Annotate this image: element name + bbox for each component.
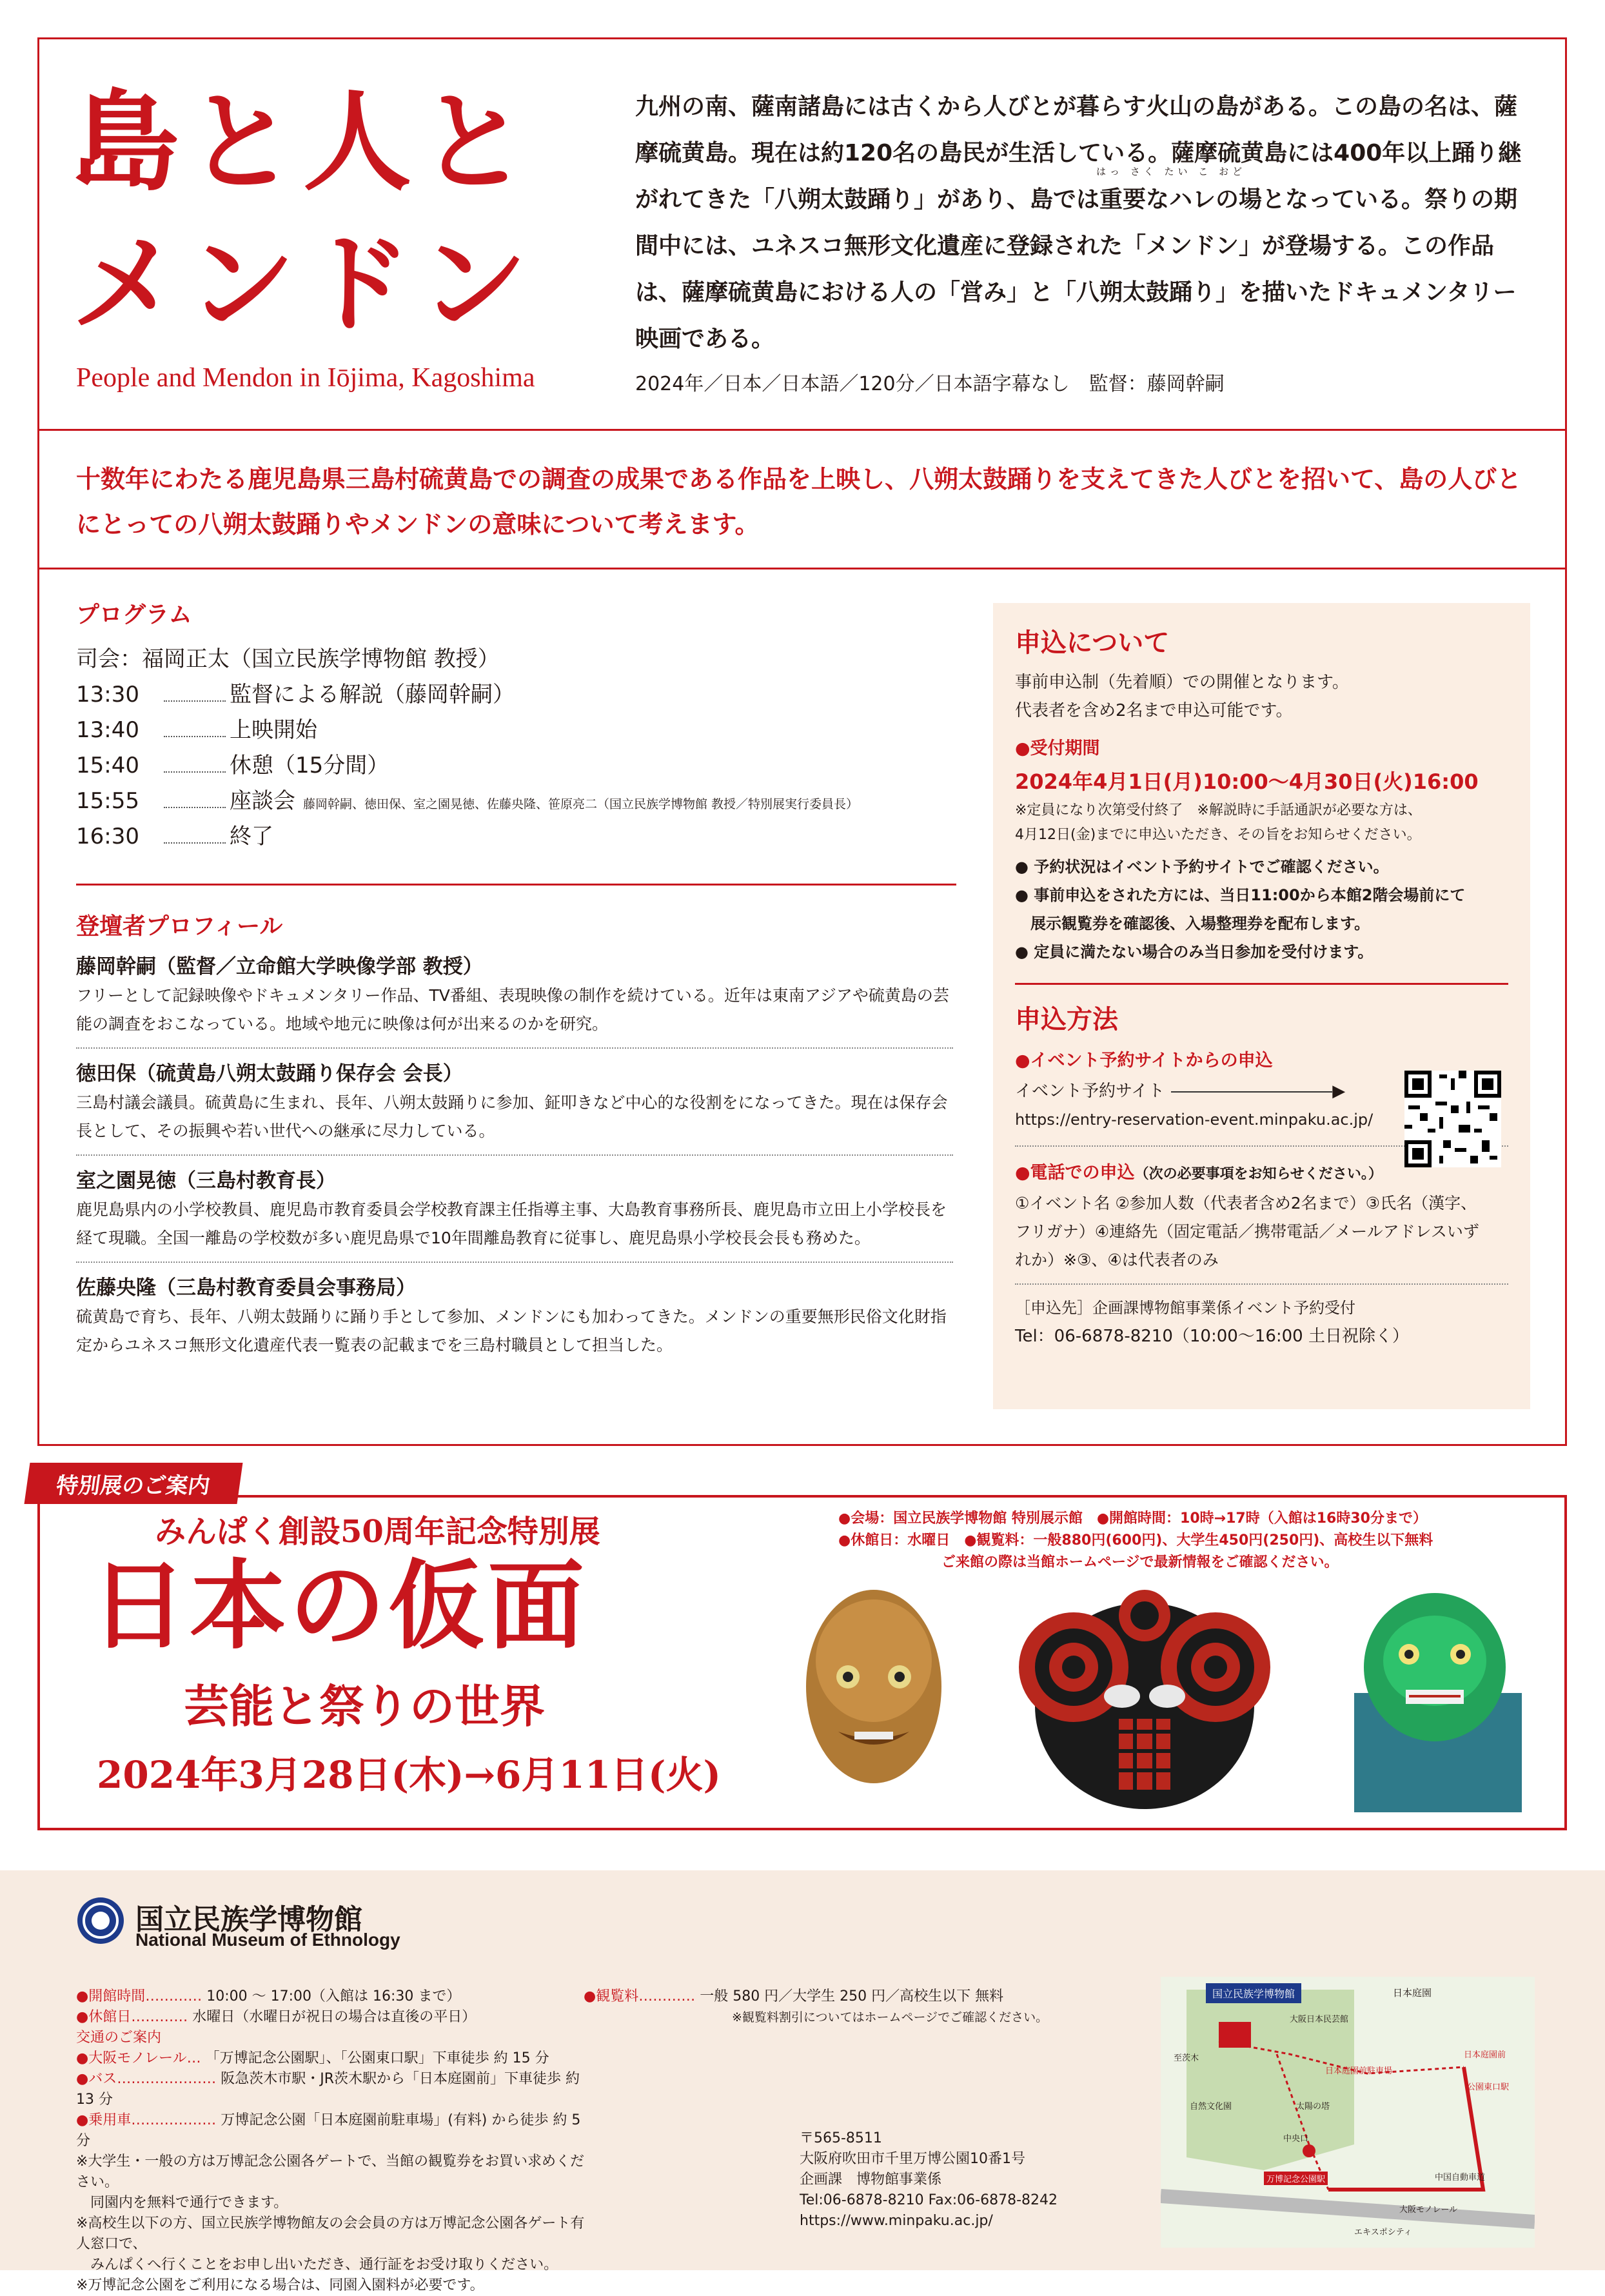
footer-note: ※高校生以下の方、国立民族学博物館友の会会員の方は万博記念公園各ゲート有人窓口で、 xyxy=(76,2215,585,2252)
footer-note: みんぱくへ行くことをお申し出いただき、通行証をお受け取りください。 xyxy=(76,2257,558,2273)
car-row: ●乗用車……………… 万博記念公園「日本庭園前駐車場」(有料) から徒歩 約 5 分 xyxy=(76,2112,581,2149)
access-map xyxy=(1161,1977,1535,2248)
closed-row: ●休館日………… 水曜日（水曜日が祝日の場合は直後の平日） xyxy=(76,2009,477,2025)
program-heading: プログラム xyxy=(76,602,192,628)
map-label: 大阪モノレール xyxy=(1399,2205,1458,2215)
profile-item: 藤岡幹嗣（監督／立命館大学映像学部 教授） フリーとして記録映像やドキュメンタリー作品、TV番組、表現映像の制作を続けている。近年は東南アジアや硫黄島の芸能の調査をおこなっている。地域や地元に映像は何が出来るのかを研究。 xyxy=(76,942,953,1049)
method-heading: 申込方法 xyxy=(1015,1005,1118,1034)
map-label-garden: 日本庭園 xyxy=(1393,1987,1432,1999)
program-list xyxy=(76,642,953,855)
map-label: 太陽の塔 xyxy=(1296,2102,1330,2112)
museum-logo-icon xyxy=(76,1896,125,1945)
program-row: 15:55 座談会 藤岡幹嗣、徳田保、室之園晃徳、佐藤央隆、笹原亮二（国立民族学博物館 教授／特別展実行委員長） xyxy=(76,788,859,814)
program-row: 16:30 終了 xyxy=(76,824,273,849)
apply-bullet: 展示観覧券を確認後、入場整理券を配布します。 xyxy=(1015,915,1370,933)
hours-row: ●開館時間………… 10:00 ～ 17:00（入館は 16:30 まで） xyxy=(76,1988,461,2004)
qr-code[interactable] xyxy=(1404,1071,1501,1167)
apply-note: 4月12日(金)までに申込いただき、その旨をお知らせください。 xyxy=(1015,827,1421,843)
mask-images xyxy=(783,1583,1557,1816)
map-label-museum: 国立民族学博物館 xyxy=(1206,1983,1301,2003)
reservation-link[interactable]: https://entry-reservation-event.minpaku.ac.jp/ xyxy=(1015,1111,1374,1129)
apply-bullet: ● 事前申込をされた方には、当日11:00から本館2階会場前にて xyxy=(1015,886,1466,904)
exhibition-info: ●会場：国立民族学博物館 特別展示館 ●開館時間：10時→17時（入館は16時30分まで） ●休館日：水曜日 ●観覧料：一般880円(600円)、大学生450円(250円)、高校生以下無料 ご来館の際は当館ホームページで最新情報をご確認ください。 xyxy=(838,1510,1433,1570)
museum-website-link[interactable]: https://www.minpaku.ac.jp/ xyxy=(800,2213,993,2229)
noh-mask-image xyxy=(806,1590,941,1783)
apply-box xyxy=(993,603,1530,1409)
divider xyxy=(1015,1283,1508,1285)
divider xyxy=(1015,983,1508,985)
apply-note: ※定員になり次第受付終了 ※解説時に手話通訳が必要な方は、 xyxy=(1015,802,1422,818)
profile-list xyxy=(76,942,953,1369)
exhibition-date: 2024年3月28日(木)→6月11日(火) xyxy=(97,1753,721,1797)
map-label: 自然文化園 xyxy=(1190,2102,1232,2112)
access-heading: 交通のご案内 xyxy=(76,2030,162,2046)
tel-items: フリガナ）④連絡先（固定電話／携帯電話／メールアドレスいず xyxy=(1015,1222,1479,1241)
web-label: ●イベント予約サイトからの申込 xyxy=(1015,1051,1273,1071)
map-label: 大阪日本民芸館 xyxy=(1290,2015,1349,2024)
org-name-ja: 国立民族学博物館 xyxy=(135,1903,362,1936)
footer-info xyxy=(76,1986,592,2296)
map-label: 万博記念公園駅 xyxy=(1264,2172,1328,2185)
period-date: 2024年4月1日(月)10:00～4月30日(火)16:00 xyxy=(1015,769,1479,794)
exhibition-tag: 特別展のご案内 xyxy=(25,1463,243,1504)
lead-text: 十数年にわたる鹿児島県三島村硫黄島での調査の成果である作品を上映し、八朔太鼓踊りを支えてきた人びとを招いて、島の人びとにとっての八朔太鼓踊りやメンドンの意味について考えます。 xyxy=(76,465,1522,539)
web-site-label: イベント予約サイト ▶ xyxy=(1015,1082,1346,1101)
apply-bullet: ● 定員に満たない場合のみ当日参加を受付けます。 xyxy=(1015,943,1374,961)
tel-items: ①イベント名 ②参加人数（代表者含め2名まで）③氏名（漢字、 xyxy=(1015,1194,1477,1212)
contact-tel: Tel：06-6878-8210（10:00～16:00 土日祝除く） xyxy=(1015,1327,1409,1346)
lion-mask-image xyxy=(1354,1593,1522,1812)
map-label: 日本庭園前駐車場 xyxy=(1325,2066,1393,2076)
footer-note: ※大学生・一般の方は万博記念公園各ゲートで、当館の観覧券をお買い求めください。 xyxy=(76,2153,584,2190)
tel-items: れか）※③、④は代表者のみ xyxy=(1015,1251,1219,1269)
ruby-text: はっ さく たい こ おど xyxy=(1096,166,1246,177)
apply-desc: 代表者を含め2名まで申込可能です。 xyxy=(1015,701,1293,720)
fee-info: ●観覧料………… 一般 580 円／大学生 250 円／高校生以下 無料 ※観覧料割引についてはホームページでご確認ください。 xyxy=(584,1988,1049,2024)
period-label: ●受付期間 xyxy=(1015,738,1100,758)
film-spec: 2024年／日本／日本語／120分／日本語字幕なし 監督：藤岡幹嗣 xyxy=(635,373,1225,395)
divider xyxy=(37,429,1567,431)
intro-text: 九州の南、薩南諸島には古くから人びとが暮らす火山の島がある。この島の名は、薩摩硫黄島。現在は約120名の島民が生活している。薩摩硫黄島には400年以上踊り継がれてきた「八朔太鼓踊り」があり、島では重要なハレの場となっている。祭りの期間中には、ユネスコ無形文化遺産に登録された「メンドン」が登場する。この作品は、薩摩硫黄島における人の「営み」と「八朔太鼓踊り」を描いたドキュメンタリー映画である。 xyxy=(635,94,1522,352)
exhibition-kicker: みんぱく創設50周年記念特別展 xyxy=(155,1514,600,1550)
org-name-en: National Museum of Ethnology xyxy=(135,1930,400,1950)
footer-note: ※万博記念公園をご利用になる場合は、同園入園料が必要です。 xyxy=(76,2277,484,2293)
map-label: 中央口 xyxy=(1283,2134,1309,2144)
profile-item: 徳田保（硫黄島八朔太鼓踊り保存会 会長） 三島村議会議員。硫黄島に生まれ、長年、八朔太鼓踊りに参加、鉦叩きなど中心的な役割をになってきた。現在は保存会長として、その振興や若い世代への継承に尽力している。 xyxy=(76,1049,953,1156)
program-row: 13:30 監督による解説（藤岡幹嗣） xyxy=(76,682,515,708)
page-title: 島と人と メンドン xyxy=(71,78,535,348)
map-label: エキスポシティ xyxy=(1354,2228,1412,2237)
contact-info: 〒565-8511 大阪府吹田市千里万博公園10番1号 企画課 博物館事業係 Tel:06-6878-8210 Fax:06-6878-8242 https://www.minpaku.ac.jp/ xyxy=(800,2128,1135,2232)
footer-note: 同園内を無料で通行できます。 xyxy=(76,2195,288,2211)
apply-heading: 申込について xyxy=(1015,628,1170,658)
exhibition-title: 日本の仮面 xyxy=(90,1549,587,1663)
tel-label: ●電話での申込（次の必要事項をお知らせください。） xyxy=(1015,1163,1383,1183)
map-label: 中国自動車道 xyxy=(1435,2173,1486,2182)
monorail-row: ●大阪モノレール… 「万博記念公園駅」、「公園東口駅」下車徒歩 約 15 分 xyxy=(76,2050,549,2066)
profile-heading: 登壇者プロフィール xyxy=(76,913,283,940)
mendon-mask-image xyxy=(1019,1590,1270,1809)
map-label: 至茨木 xyxy=(1174,2054,1199,2063)
exhibition-subtitle: 芸能と祭りの世界 xyxy=(184,1679,545,1733)
program-row: 13:40 上映開始 xyxy=(76,717,317,743)
bus-row: ●バス………………… 阪急茨木市駅・JR茨木駅から「日本庭園前」下車徒歩 約 13 分 xyxy=(76,2071,580,2108)
profile-item: 室之園晃徳（三島村教育長） 鹿児島県内の小学校教員、鹿児島市教育委員会学校教育課主任指導主事、大島教育事務所長、鹿児島市立田上小学校長を経て現職。全国一離島の学校数が多い鹿児島県で10年間離島教育に従事し、鹿児島県小学校長会長も務めた。 xyxy=(76,1156,953,1263)
apply-desc: 事前申込制（先着順）での開催となります。 xyxy=(1015,673,1349,692)
map-label: 公園東口駅 xyxy=(1467,2083,1510,2092)
english-title: People and Mendon in Iōjima, Kagoshima xyxy=(76,363,535,393)
divider xyxy=(37,568,1567,569)
divider xyxy=(76,884,956,886)
program-row: 15:40 休憩（15分間） xyxy=(76,753,389,778)
apply-bullet: ● 予約状況はイベント予約サイトでご確認ください。 xyxy=(1015,858,1389,876)
contact: ［申込先］企画課博物館事業係イベント予約受付 xyxy=(1015,1299,1355,1317)
program-host: 司会：福岡正太（国立民族学博物館 教授） xyxy=(76,646,500,672)
profile-item: 佐藤央隆（三島村教育委員会事務局） 硫黄島で育ち、長年、八朔太鼓踊りに踊り手として参加、メンドンにも加わってきた。メンドンの重要無形民俗文化財指定からユネスコ無形文化遺産代表一覧表の記載までを三島村職員として担当した。 xyxy=(76,1276,947,1354)
map-label: 日本庭園前 xyxy=(1464,2050,1506,2060)
